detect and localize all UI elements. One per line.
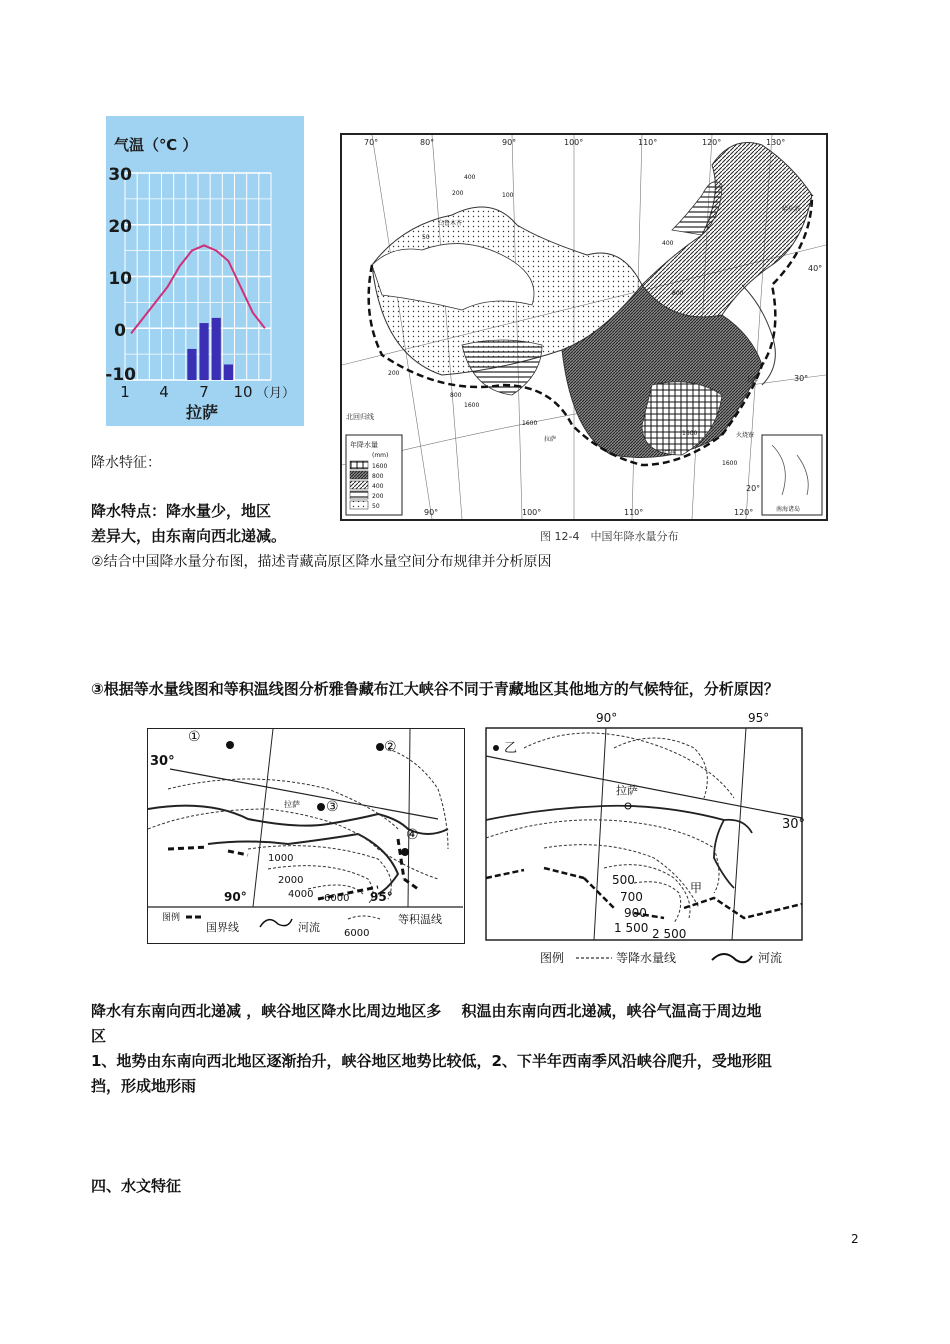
answer-line4: 挡，形成地形雨 xyxy=(91,1077,197,1095)
left-legend-border: 国界线 xyxy=(206,921,239,934)
lat-40: 40° xyxy=(808,264,823,273)
question-2: ②结合中国降水量分布图，描述青藏高原区降水量空间分布规律并分析原因 xyxy=(91,554,552,570)
xtick-7: 7 xyxy=(199,383,209,401)
point-4: ④ xyxy=(406,827,419,843)
right-legend-title: 图例 xyxy=(540,951,565,965)
point-3: ③ xyxy=(326,799,339,815)
lon-70: 70° xyxy=(364,138,379,147)
isohyet-900: 900 xyxy=(624,906,647,920)
left-lat-30: 30° xyxy=(150,754,175,769)
right-legend-iso: 等降水量线 xyxy=(616,951,677,965)
climate-city: 拉萨 xyxy=(185,403,219,422)
answer-line2: 区 xyxy=(91,1027,107,1045)
china-map-caption: 图 12-4 中国年降水量分布 xyxy=(540,530,679,543)
section-4-heading: 四、水文特征 xyxy=(91,1177,182,1195)
contour-50a: 50 xyxy=(422,234,430,241)
xtick-1: 1 xyxy=(120,383,130,401)
isohyet-500: 500 xyxy=(612,873,635,887)
city-harbin: 哈尔滨 xyxy=(782,206,801,213)
cn-legend-title: 年降水量 xyxy=(350,441,378,449)
precip-bar-month-6 xyxy=(187,349,196,380)
contour-200b: 200 xyxy=(388,370,400,377)
iso-1000: 1000 xyxy=(268,853,294,864)
ytick-30: 30 xyxy=(108,165,132,185)
contour-400b: 400 xyxy=(662,240,674,247)
lon-100-bottom: 100° xyxy=(522,508,542,517)
precip-bar-month-9 xyxy=(224,364,233,380)
point-yi: 乙 xyxy=(504,741,518,756)
city-huoshaoliao: 火烧寮 xyxy=(736,432,755,439)
ytick-0: 0 xyxy=(114,321,126,341)
lon-90: 90° xyxy=(502,138,517,147)
lon-130: 130° xyxy=(766,138,786,147)
left-legend-iso-value: 6000 xyxy=(344,928,370,939)
ytick-20: 20 xyxy=(108,217,132,237)
lat-20: 20° xyxy=(746,484,761,493)
answer-line1: 降水有东南向西北递减 ，峡谷地区降水比周边地区多 积温由东南向西北递减，峡谷气温高于周边地 xyxy=(91,1002,762,1020)
cn-legend-50: 50 xyxy=(372,503,380,510)
iso-2000: 2000 xyxy=(278,875,304,886)
isohyet-2500: 2 500 xyxy=(652,927,687,941)
contour-400a: 400 xyxy=(464,174,476,181)
question-3: ③根据等水量线图和等积温线图分析雅鲁藏布江大峡谷不同于青藏地区其他地方的气候特征，分析原因？ xyxy=(91,680,779,698)
city-lhasa: 拉萨 xyxy=(544,436,557,443)
right-lon-95: 95° xyxy=(748,711,770,725)
inset-label: 南海诸岛 xyxy=(775,506,801,513)
isohyet-map-svg xyxy=(484,708,806,970)
left-lon-90: 90° xyxy=(224,890,247,904)
climate-grid xyxy=(125,173,271,380)
contour-800a: 800 xyxy=(450,392,462,399)
page-number: 2 xyxy=(851,1232,859,1246)
precip-bar-month-7 xyxy=(200,323,209,380)
lon-120-bottom: 120° xyxy=(734,508,754,517)
lon-80: 80° xyxy=(420,138,435,147)
ytick-10: 10 xyxy=(108,269,132,289)
isotherm-map-svg xyxy=(148,729,463,942)
lon-100: 100° xyxy=(564,138,584,147)
cn-legend-1600: 1600 xyxy=(372,463,388,470)
left-legend-iso: 等积温线 xyxy=(398,913,442,926)
climate-ylabel: 气温（℃ ） xyxy=(114,136,198,154)
xtick-10: 10 xyxy=(233,383,253,401)
left-city-lhasa: 拉萨 xyxy=(284,800,300,809)
city-guangzhou: 广州 xyxy=(664,450,677,457)
cn-legend-200: 200 xyxy=(372,493,384,500)
answer-line3: 1、地势由东南向西北地区逐渐抬升，峡谷地区地势比较低，2、下半年西南季风沿峡谷爬升，受地形阻 xyxy=(91,1052,772,1070)
xtick-4: 4 xyxy=(159,383,169,401)
place-jia: 甲 xyxy=(690,881,703,895)
cn-legend-400: 400 xyxy=(372,483,384,490)
tropic-label: 北回归线 xyxy=(346,413,374,421)
china-map-svg xyxy=(342,135,826,519)
contour-800b: 800 xyxy=(672,290,684,297)
right-city-lhasa: 拉萨 xyxy=(616,784,638,797)
contour-200a: 200 xyxy=(452,190,464,197)
isotherm-map xyxy=(147,728,465,944)
precip-feature-label: 降水特征： xyxy=(91,455,161,471)
contour-1600a: 1600 xyxy=(464,402,480,409)
cn-legend-unit: (mm) xyxy=(372,452,389,459)
contour-1600c: 1600 xyxy=(682,430,698,437)
city-shanghai: 上海 xyxy=(746,376,759,383)
climate-chart-svg xyxy=(106,116,304,426)
contour-100a: 100 xyxy=(502,192,514,199)
ytick-minus10: -10 xyxy=(106,365,136,385)
precip-answer-line2: 差异大，由东南向西北递减。 xyxy=(91,527,287,545)
iso-4000: 4000 xyxy=(288,889,314,900)
isohyet-700: 700 xyxy=(620,890,643,904)
lon-110-bottom: 110° xyxy=(624,508,644,517)
left-legend-title: 图例 xyxy=(162,913,181,923)
lon-120: 120° xyxy=(702,138,722,147)
contour-1600d: 1600 xyxy=(722,460,738,467)
iso-6000: 6000 xyxy=(324,893,350,904)
lhasa-climate-chart xyxy=(106,116,304,426)
point-1: ① xyxy=(188,729,201,745)
contour-1600b: 1600 xyxy=(522,420,538,427)
isohyet-map xyxy=(484,708,806,970)
lon-90-bottom: 90° xyxy=(424,508,439,517)
lat-30: 30° xyxy=(794,374,809,383)
isohyet-1500: 1 500 xyxy=(614,921,649,935)
left-legend-river: 河流 xyxy=(298,921,320,934)
city-urumqi: 乌鲁木齐 xyxy=(438,220,463,227)
precip-bar-month-8 xyxy=(212,318,221,380)
china-precipitation-map xyxy=(340,133,828,521)
right-legend-river: 河流 xyxy=(758,951,783,965)
right-lon-90: 90° xyxy=(596,711,618,725)
lon-110: 110° xyxy=(638,138,658,147)
left-lon-95: 95° xyxy=(370,890,393,904)
right-lat-30: 30° xyxy=(782,817,806,832)
cn-legend-800: 800 xyxy=(372,473,384,480)
x-unit: （月） xyxy=(256,386,296,401)
point-2: ② xyxy=(384,739,397,755)
precip-answer-line1: 降水特点：降水量少，地区 xyxy=(91,502,272,520)
